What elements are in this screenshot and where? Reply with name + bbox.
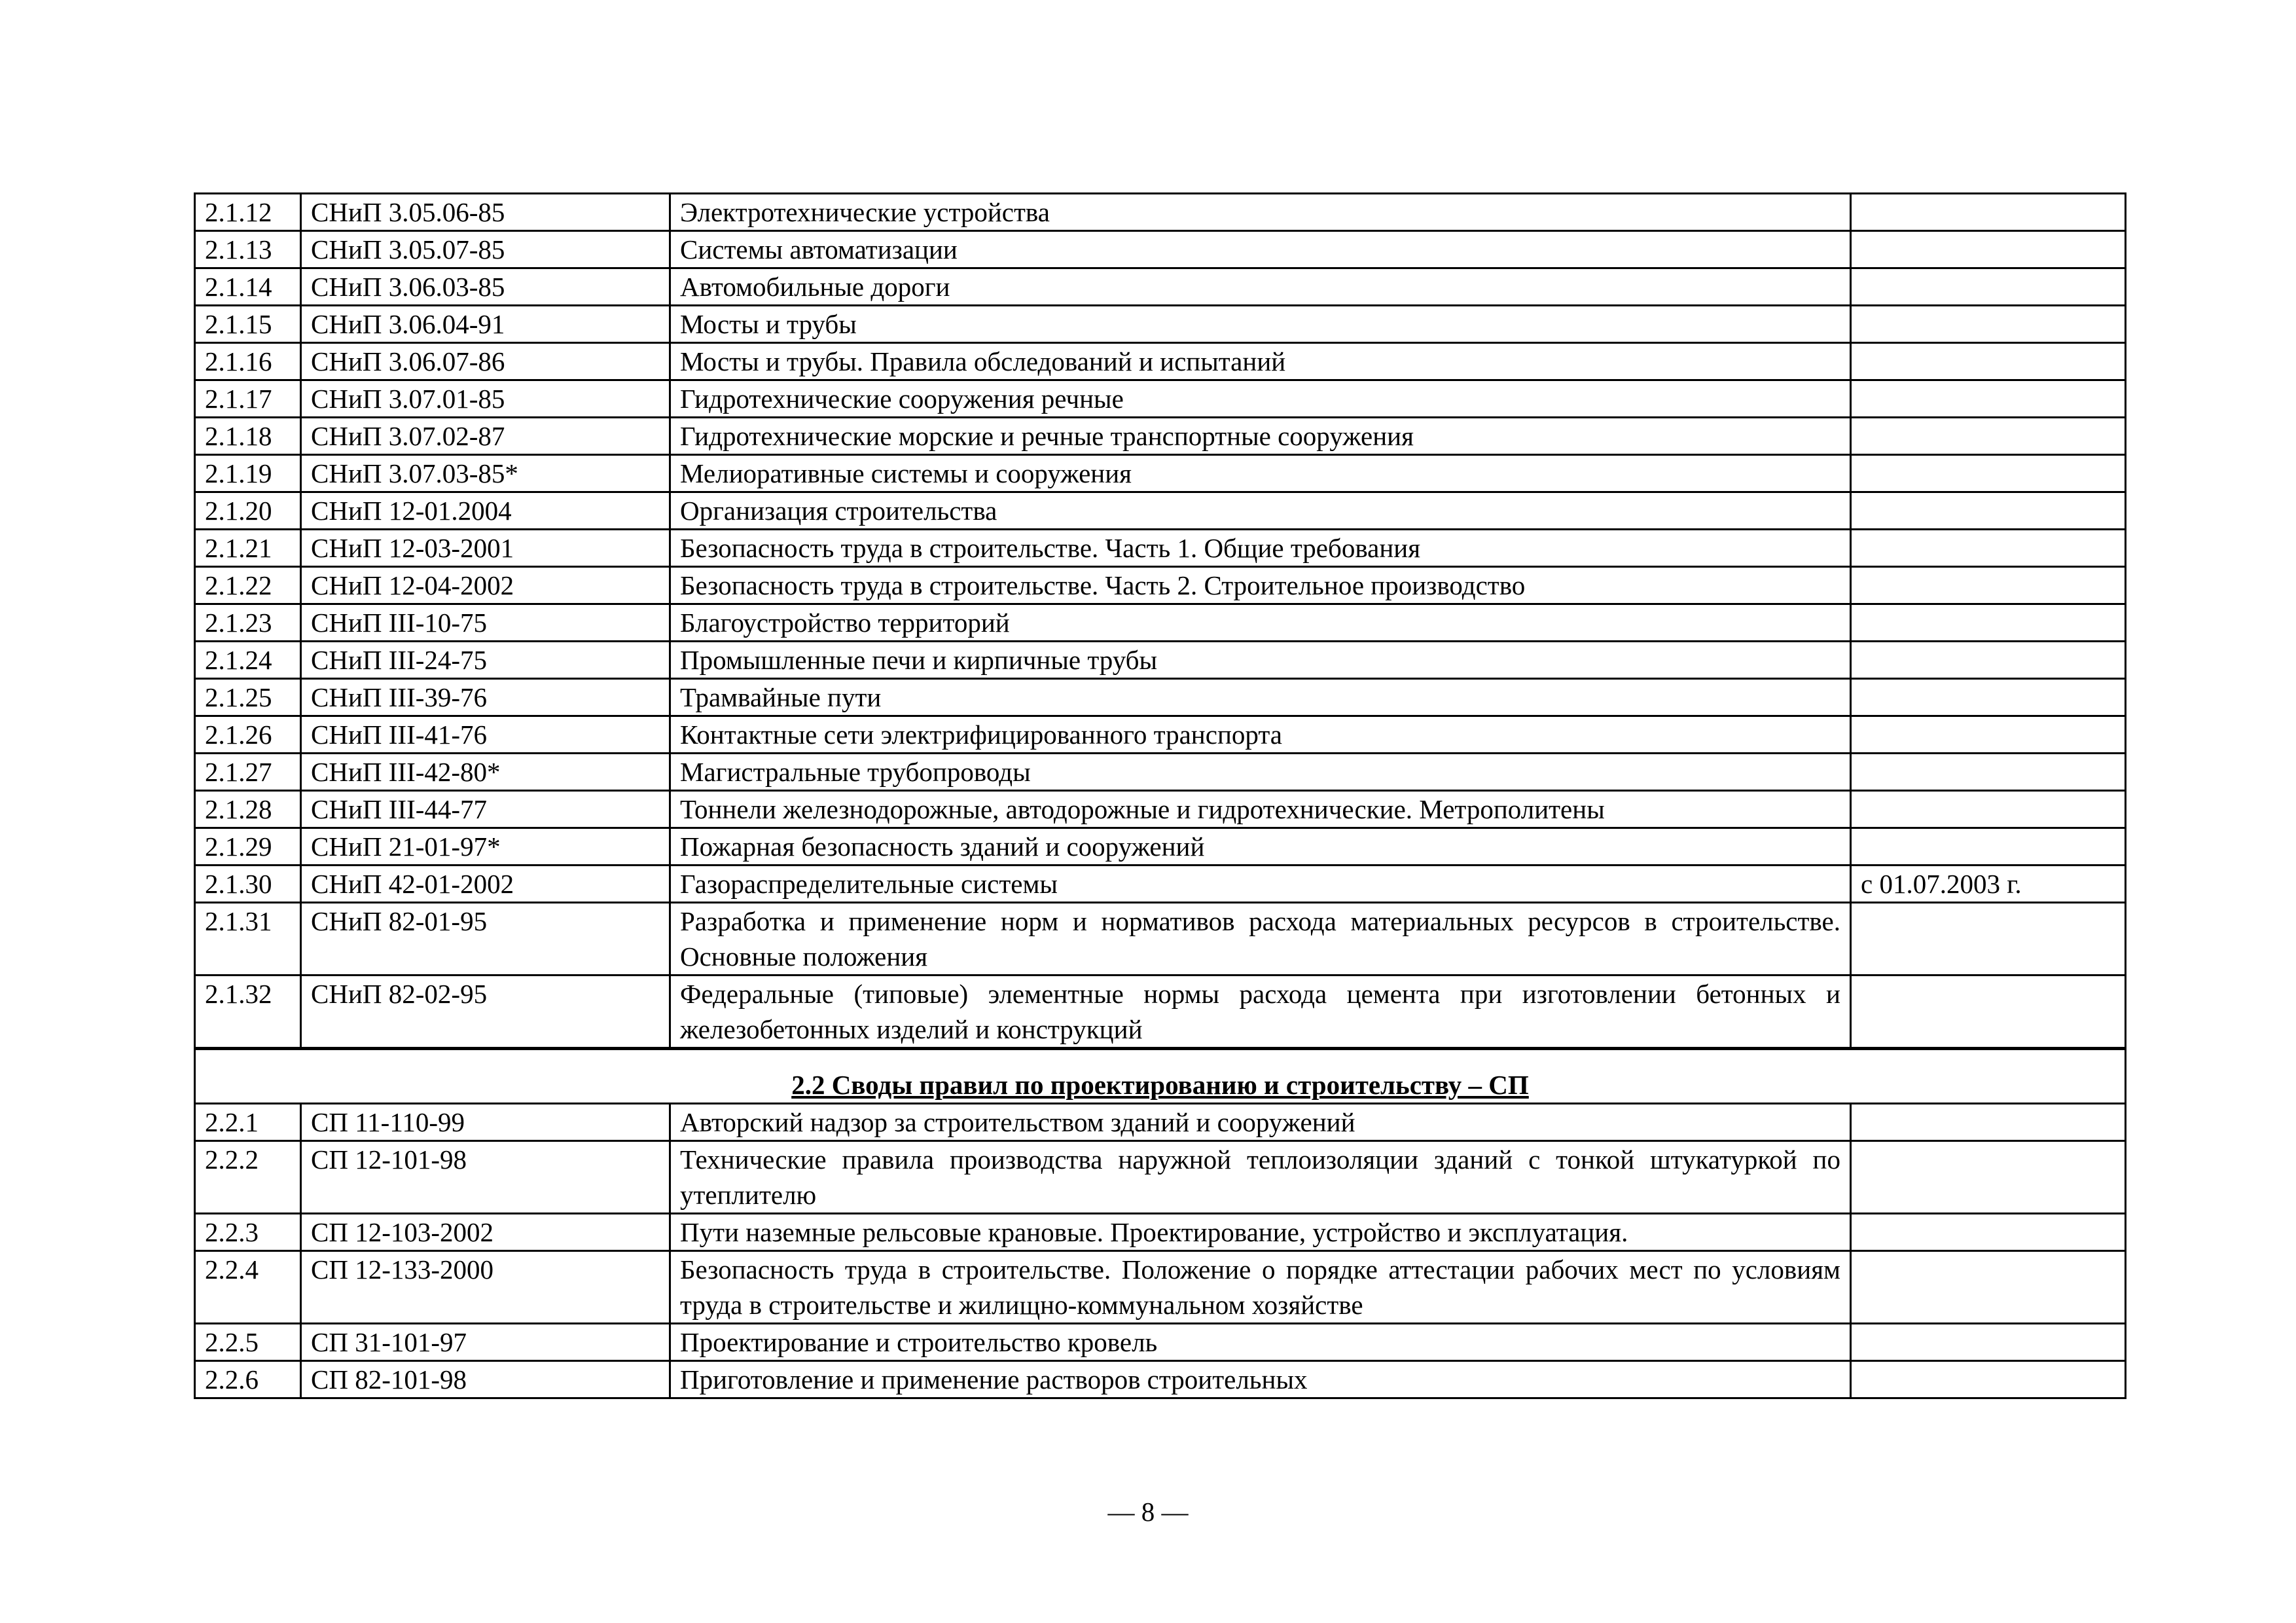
standard-note (1851, 1251, 2126, 1324)
standard-note (1851, 679, 2126, 716)
table-row (195, 866, 2126, 903)
table-row (195, 306, 2126, 343)
table-row (195, 1141, 2126, 1214)
table-row (195, 231, 2126, 268)
standard-title: Проектирование и строительство кровель (670, 1324, 1851, 1361)
section-heading: 2.2 Своды правил по проектированию и строительству – СП (195, 1049, 2126, 1104)
standards-table (194, 192, 2126, 1399)
table-row (195, 679, 2126, 716)
row-number: 2.1.21 (195, 530, 301, 567)
standard-title: Гидротехнические морские и речные транспортные сооружения (670, 418, 1851, 455)
table-row (195, 1324, 2126, 1361)
row-number: 2.1.13 (195, 231, 301, 268)
table-row (195, 418, 2126, 455)
row-number: 2.2.6 (195, 1361, 301, 1398)
standard-code: СНиП 12-04-2002 (301, 567, 670, 604)
row-number: 2.1.22 (195, 567, 301, 604)
row-number: 2.1.32 (195, 976, 301, 1049)
standard-code: СП 12-101-98 (301, 1141, 670, 1214)
standard-title: Автомобильные дороги (670, 268, 1851, 306)
standard-title: Магистральные трубопроводы (670, 754, 1851, 791)
row-number: 2.1.18 (195, 418, 301, 455)
standard-title: Технические правила производства наружной теплоизоляции зданий с тонкой штукатуркой по утеплителю (670, 1141, 1851, 1214)
table-row (195, 530, 2126, 567)
standard-code: СНиП 3.07.01-85 (301, 380, 670, 418)
standard-title: Пути наземные рельсовые крановые. Проектирование, устройство и эксплуатация. (670, 1214, 1851, 1251)
standard-code: СП 12-133-2000 (301, 1251, 670, 1324)
standard-code: СНиП 82-02-95 (301, 976, 670, 1049)
table-row (195, 903, 2126, 976)
row-number: 2.1.12 (195, 194, 301, 231)
row-number: 2.1.29 (195, 828, 301, 866)
row-number: 2.1.26 (195, 716, 301, 754)
standard-title: Благоустройство территорий (670, 604, 1851, 642)
table-row (195, 194, 2126, 231)
standard-title: Разработка и применение норм и нормативов расхода материальных ресурсов в строительстве. Основные положения (670, 903, 1851, 976)
table-row (195, 1251, 2126, 1324)
standard-note (1851, 1104, 2126, 1141)
table-row (195, 492, 2126, 530)
standard-note (1851, 231, 2126, 268)
standard-code: СНиП 3.06.03-85 (301, 268, 670, 306)
standard-title: Мелиоративные системы и сооружения (670, 455, 1851, 492)
standard-note: с 01.07.2003 г. (1851, 866, 2126, 903)
table-row (195, 791, 2126, 828)
standard-title: Безопасность труда в строительстве. Положение о порядке аттестации рабочих мест по условиям труда в строительстве и жилищно-коммунальном хозяйстве (670, 1251, 1851, 1324)
row-number: 2.1.24 (195, 642, 301, 679)
row-number: 2.1.23 (195, 604, 301, 642)
standard-code: СНиП 3.07.03-85* (301, 455, 670, 492)
standard-code: СП 11-110-99 (301, 1104, 670, 1141)
row-number: 2.1.16 (195, 343, 301, 380)
standard-code: СНиП III-39-76 (301, 679, 670, 716)
row-number: 2.2.4 (195, 1251, 301, 1324)
standard-title: Газораспределительные системы (670, 866, 1851, 903)
standard-code: СП 31-101-97 (301, 1324, 670, 1361)
standard-title: Гидротехнические сооружения речные (670, 380, 1851, 418)
row-number: 2.1.31 (195, 903, 301, 976)
table-row (195, 268, 2126, 306)
standard-code: СНиП 3.06.07-86 (301, 343, 670, 380)
table-row (195, 380, 2126, 418)
standard-note (1851, 306, 2126, 343)
standard-note (1851, 455, 2126, 492)
page-number: — 8 — (1107, 1497, 1189, 1527)
standard-note (1851, 194, 2126, 231)
standard-code: СНиП 3.07.02-87 (301, 418, 670, 455)
table-row (195, 716, 2126, 754)
standard-note (1851, 828, 2126, 866)
standard-title: Пожарная безопасность зданий и сооружений (670, 828, 1851, 866)
standard-note (1851, 1214, 2126, 1251)
standard-title: Промышленные печи и кирпичные трубы (670, 642, 1851, 679)
standard-note (1851, 1324, 2126, 1361)
row-number: 2.1.28 (195, 791, 301, 828)
standard-code: СП 82-101-98 (301, 1361, 670, 1398)
standard-note (1851, 268, 2126, 306)
standard-note (1851, 716, 2126, 754)
table-row (195, 455, 2126, 492)
table-row (195, 567, 2126, 604)
standard-title: Приготовление и применение растворов строительных (670, 1361, 1851, 1398)
standard-note (1851, 492, 2126, 530)
standard-note (1851, 791, 2126, 828)
standard-code: СНиП 3.05.06-85 (301, 194, 670, 231)
standard-note (1851, 1361, 2126, 1398)
standard-note (1851, 642, 2126, 679)
standard-note (1851, 530, 2126, 567)
standard-code: СНиП III-42-80* (301, 754, 670, 791)
row-number: 2.2.2 (195, 1141, 301, 1214)
standard-title: Мосты и трубы (670, 306, 1851, 343)
standard-code: СНиП 21-01-97* (301, 828, 670, 866)
standard-title: Системы автоматизации (670, 231, 1851, 268)
row-number: 2.1.14 (195, 268, 301, 306)
table-row (195, 1214, 2126, 1251)
table-row (195, 1104, 2126, 1141)
standard-code: СНиП 12-01.2004 (301, 492, 670, 530)
table-row (195, 828, 2126, 866)
standard-title: Безопасность труда в строительстве. Часть 1. Общие требования (670, 530, 1851, 567)
standard-note (1851, 976, 2126, 1049)
table-row (195, 604, 2126, 642)
standard-note (1851, 1141, 2126, 1214)
standard-title: Организация строительства (670, 492, 1851, 530)
standard-note (1851, 418, 2126, 455)
row-number: 2.1.30 (195, 866, 301, 903)
standard-note (1851, 754, 2126, 791)
standard-code: СНиП 82-01-95 (301, 903, 670, 976)
standard-title: Безопасность труда в строительстве. Часть 2. Строительное производство (670, 567, 1851, 604)
standard-code: СНиП 3.05.07-85 (301, 231, 670, 268)
row-number: 2.2.5 (195, 1324, 301, 1361)
row-number: 2.1.27 (195, 754, 301, 791)
standard-code: СНиП III-44-77 (301, 791, 670, 828)
standard-title: Авторский надзор за строительством зданий и сооружений (670, 1104, 1851, 1141)
standard-title: Мосты и трубы. Правила обследований и испытаний (670, 343, 1851, 380)
standard-code: СНиП 42-01-2002 (301, 866, 670, 903)
standard-title: Тоннели железнодорожные, автодорожные и гидротехнические. Метрополитены (670, 791, 1851, 828)
table-row (195, 343, 2126, 380)
table-row (195, 976, 2126, 1049)
row-number: 2.1.19 (195, 455, 301, 492)
row-number: 2.1.25 (195, 679, 301, 716)
standards-table-container (194, 192, 2125, 1399)
standard-note (1851, 343, 2126, 380)
standard-note (1851, 567, 2126, 604)
standard-title: Федеральные (типовые) элементные нормы расхода цемента при изготовлении бетонных и железобетонных изделий и конструкций (670, 976, 1851, 1049)
row-number: 2.2.1 (195, 1104, 301, 1141)
standard-note (1851, 604, 2126, 642)
row-number: 2.2.3 (195, 1214, 301, 1251)
row-number: 2.1.17 (195, 380, 301, 418)
table-row (195, 642, 2126, 679)
standard-code: СНиП III-24-75 (301, 642, 670, 679)
table-row (195, 1361, 2126, 1398)
row-number: 2.1.20 (195, 492, 301, 530)
standard-code: СНиП 3.06.04-91 (301, 306, 670, 343)
section-heading-row (195, 1049, 2126, 1104)
row-number: 2.1.15 (195, 306, 301, 343)
standard-title: Контактные сети электрифицированного транспорта (670, 716, 1851, 754)
standard-code: СНиП III-10-75 (301, 604, 670, 642)
standard-code: СНиП III-41-76 (301, 716, 670, 754)
standard-title: Трамвайные пути (670, 679, 1851, 716)
standard-note (1851, 380, 2126, 418)
standard-note (1851, 903, 2126, 976)
standard-code: СП 12-103-2002 (301, 1214, 670, 1251)
standard-code: СНиП 12-03-2001 (301, 530, 670, 567)
standard-title: Электротехнические устройства (670, 194, 1851, 231)
table-row (195, 754, 2126, 791)
